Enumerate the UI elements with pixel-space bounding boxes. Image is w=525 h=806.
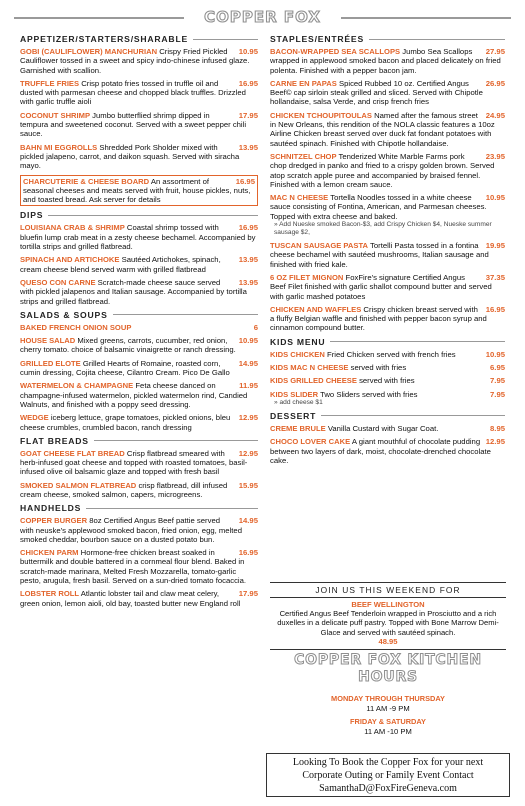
item-description: An assortment of seasonal cheeses and meats served with fruit, house pickles, nuts, and toasted bread. Ask server for details bbox=[23, 176, 251, 205]
left-menu-column bbox=[20, 30, 258, 612]
item-price: 13.95 bbox=[238, 255, 258, 265]
item-description: Sautéed Artichokes, spinach, cream cheese blend served warm with grilled flatbread bbox=[20, 255, 221, 274]
item-name: SMOKED SALMON FLATBREAD bbox=[20, 480, 137, 490]
item-description: Crisp flatbread smeared with herb-infused goat cheese and topped with roasted tomatoes, basil-infused olive oil balsamic glaze and topped with fresh basil bbox=[20, 448, 248, 477]
item-price: 16.95 bbox=[235, 176, 255, 186]
section-rule bbox=[94, 440, 258, 441]
weekend-item-name: BEEF WELLINGTON bbox=[351, 600, 425, 609]
section-title: HANDHELDS bbox=[20, 503, 82, 514]
item-name: GRILLED ELOTE bbox=[20, 358, 81, 368]
menu-item bbox=[20, 79, 258, 107]
menu-item bbox=[270, 152, 505, 189]
item-name: WATERMELON & CHAMPAGNE bbox=[20, 381, 134, 391]
weekend-special bbox=[270, 582, 506, 650]
section-title: APPETIZER/STARTERS/SHARABLE bbox=[20, 34, 189, 44]
item-addon-note: » add cheese $1 bbox=[274, 398, 323, 406]
section-heading bbox=[270, 337, 505, 347]
section-title: KIDS MENU bbox=[270, 336, 326, 347]
item-name: KIDS GRILLED CHEESE bbox=[270, 376, 357, 386]
menu-item bbox=[20, 323, 258, 332]
item-name: CARNE EN PAPAS bbox=[270, 78, 337, 88]
section-heading bbox=[20, 503, 258, 513]
kitchen-days-weekday: MONDAY THROUGH THURSDAY bbox=[331, 694, 445, 703]
item-price: 14.95 bbox=[238, 358, 258, 368]
kitchen-days-weekend: FRIDAY & SATURDAY bbox=[350, 717, 426, 726]
section-title: DIPS bbox=[20, 210, 44, 221]
item-price: 12.95 bbox=[238, 413, 258, 423]
item-description: Crisp potato fries tossed in truffle oil and dusted with parmesan cheese and chopped black truffles. Drizzled with garlic truffle aioli bbox=[20, 78, 246, 107]
menu-item bbox=[270, 47, 505, 75]
right-menu-column bbox=[270, 30, 505, 469]
item-name: KIDS CHICKEN bbox=[270, 349, 325, 359]
item-price: 24.95 bbox=[485, 110, 505, 120]
section-rule bbox=[321, 415, 505, 416]
menu-item bbox=[270, 424, 505, 433]
menu-item bbox=[270, 363, 505, 372]
section-heading bbox=[270, 34, 505, 44]
item-description: A giant mouthful of chocolate pudding between two layers of dark, moist, chocolate-drenched chocolate cake. bbox=[270, 437, 491, 465]
item-description: crisp flatbread, dill infused cream cheese, smoked salmon, capers, microgreens. bbox=[20, 480, 228, 499]
kitchen-title-line2: HOURS bbox=[358, 669, 418, 685]
item-name: CHARCUTERIE & CHEESE BOARD bbox=[23, 176, 150, 186]
section-heading bbox=[20, 436, 258, 446]
item-description: Hormone-free chicken breast soaked in buttermilk and double battered in a cornmeal flour blend. Baked in scratch-made marinara, Melted Fresh Mozzarella, tomato-garlic pesto, arugula, fresh basil. Served on a sun-dried tomato focaccia. bbox=[20, 548, 247, 586]
section-rule bbox=[113, 314, 258, 315]
section-rule bbox=[330, 341, 505, 342]
item-price: 26.95 bbox=[485, 78, 505, 88]
section-rule bbox=[193, 39, 258, 40]
item-name: CHICKEN PARM bbox=[20, 548, 79, 558]
booking-box bbox=[266, 753, 510, 797]
item-price: 10.95 bbox=[238, 47, 258, 56]
item-price: 16.95 bbox=[485, 304, 505, 314]
item-name: COPPER BURGER bbox=[20, 516, 88, 526]
item-description: 8oz Certified Angus Beef pattie served with neuske's applewood smoked bacon, fried onion, egg, melted smoked cheddar, bourbon sauce on a dusted potato bun. bbox=[20, 516, 242, 544]
item-price: 10.95 bbox=[485, 193, 505, 203]
item-name: QUESO CON CARNE bbox=[20, 277, 96, 287]
section-title: SALADS & SOUPS bbox=[20, 309, 108, 320]
item-price: 19.95 bbox=[485, 241, 505, 251]
item-description: Two Sliders served with fries bbox=[320, 389, 418, 399]
item-name: LOUISIANA CRAB & SHRIMP bbox=[20, 223, 125, 233]
weekend-title: JOIN US THIS WEEKEND FOR bbox=[270, 582, 506, 598]
item-description: iceberg lettuce, grape tomatoes, pickled onions, bleu cheese crumbles, crumbled bacon, ranch dressing bbox=[20, 413, 231, 432]
item-price: 13.95 bbox=[238, 277, 258, 287]
item-name: BACON-WRAPPED SEA SCALLOPS bbox=[270, 47, 401, 56]
menu-item bbox=[20, 111, 258, 139]
kitchen-hours-weekday: 11 AM -9 PM bbox=[366, 704, 410, 713]
item-price: 17.95 bbox=[238, 589, 258, 599]
item-name: CHICKEN TCHOUPITOULAS bbox=[270, 110, 372, 120]
item-name: SPINACH AND ARTICHOKE bbox=[20, 255, 120, 265]
item-name: CREME BRULE bbox=[270, 423, 326, 433]
menu-item bbox=[20, 175, 258, 207]
item-description: Fried Chicken served with french fries bbox=[327, 349, 456, 359]
kitchen-hours bbox=[270, 652, 506, 736]
item-name: GOAT CHEESE FLAT BREAD bbox=[20, 448, 125, 458]
item-name: CHOCO LOVER CAKE bbox=[270, 437, 351, 447]
item-description: Tortelli Pasta tossed in a fontina cheese bechamel with sautéed mushrooms, Italian sausage and finished with fried kale. bbox=[270, 241, 489, 269]
menu-item bbox=[270, 79, 505, 107]
item-name: COCONUT SHRIMP bbox=[20, 110, 91, 120]
section-rule bbox=[86, 508, 258, 509]
weekend-item-desc: Certified Angus Beef Tenderloin wrapped in Prosciutto and a rich duxelles in a delicate puff pastry. Topped with Bone Marrow Demi-Glace and served with sautéed spinach. bbox=[277, 609, 499, 637]
menu-item bbox=[20, 223, 258, 251]
item-price: 16.95 bbox=[238, 548, 258, 558]
item-name: WEDGE bbox=[20, 413, 49, 423]
item-price: 6 bbox=[253, 322, 258, 332]
item-price: 17.95 bbox=[238, 110, 258, 120]
section-heading bbox=[270, 411, 505, 421]
item-price: 16.95 bbox=[238, 223, 258, 233]
menu-title: COPPER FOX bbox=[204, 8, 321, 26]
item-description: served with fries bbox=[350, 363, 407, 373]
item-price: 27.95 bbox=[485, 47, 505, 56]
item-price: 14.95 bbox=[238, 516, 258, 526]
kitchen-hours-weekend: 11 AM -10 PM bbox=[364, 727, 412, 736]
menu-item bbox=[20, 278, 258, 306]
item-name: CHICKEN AND WAFFLES bbox=[270, 304, 362, 314]
section-rule bbox=[369, 39, 505, 40]
booking-line-1: Looking To Book the Copper Fox for your next bbox=[292, 757, 484, 768]
item-description: Feta cheese danced on champagne-infused watermelon, pickled watermelon rind, Candied Walnuts, and finished with a poppy seed dressing. bbox=[20, 381, 248, 409]
item-name: TUSCAN SAUSAGE PASTA bbox=[270, 241, 369, 251]
menu-item bbox=[20, 481, 258, 500]
section-heading bbox=[20, 210, 258, 220]
item-description: Vanilla Custard with Sugar Coat. bbox=[327, 423, 439, 433]
menu-item bbox=[20, 413, 258, 432]
item-description: Shredded Pork Sholder mixed with pickled jalapeno, carrot, and daikon squash. Served with siracha mayo. bbox=[20, 142, 240, 171]
menu-item bbox=[20, 449, 258, 477]
menu-item bbox=[20, 47, 258, 75]
menu-item bbox=[20, 255, 258, 274]
section-title: DESSERT bbox=[270, 410, 317, 421]
menu-item bbox=[20, 589, 258, 608]
item-price: 10.95 bbox=[238, 336, 258, 346]
item-name: MAC N CHEESE bbox=[270, 193, 329, 203]
menu-item bbox=[270, 241, 505, 269]
item-price: 16.95 bbox=[238, 78, 258, 88]
item-price: 7.95 bbox=[490, 376, 505, 386]
menu-item bbox=[20, 143, 258, 171]
item-price: 12.95 bbox=[485, 437, 505, 447]
item-price: 13.95 bbox=[238, 142, 258, 152]
item-name: KIDS SLIDER bbox=[270, 389, 319, 399]
item-price: 11.95 bbox=[239, 381, 258, 391]
item-price: 8.95 bbox=[490, 423, 505, 433]
item-name: 6 OZ FILET MIGNON bbox=[270, 272, 344, 282]
weekend-divider bbox=[270, 649, 506, 650]
item-description: Tortella Noodles tossed in a white cheese sauce consisting of Fontina, American, and Parmesan cheeses. Topped with extra cheese and baked. bbox=[270, 193, 487, 221]
item-addon-note: » Add Nueske smoked Bacon-$3, add Crispy Chicken $4, Nueske summer sausage $2, bbox=[274, 221, 492, 237]
section-heading bbox=[20, 34, 258, 44]
item-description: served with fries bbox=[359, 376, 415, 386]
menu-item bbox=[20, 359, 258, 378]
item-description: Grilled Hearts of Romaine, roasted corn, cumin dressing, Cojita cheese, Cilantro Cream. Pico De Gallo bbox=[20, 358, 230, 378]
section-rule bbox=[48, 215, 258, 216]
menu-item bbox=[270, 193, 505, 237]
item-price: 37.35 bbox=[485, 272, 505, 282]
menu-item bbox=[20, 516, 258, 544]
item-description: FoxFire's signature Certified Angus Beef Filet finished with garlic shallot compound butter and served with garlic mashed potatoes bbox=[270, 272, 492, 301]
item-name: SCHNITZEL CHOP bbox=[270, 151, 337, 161]
menu-item bbox=[20, 548, 258, 585]
item-price: 6.95 bbox=[490, 363, 505, 373]
item-name: TRUFFLE FRIES bbox=[20, 78, 80, 88]
menu-item bbox=[270, 437, 505, 465]
menu-header bbox=[14, 8, 511, 28]
menu-item bbox=[270, 111, 505, 148]
item-description: Spiced Rubbed 10 oz. Certified Angus Beef© cap sirloin steak grilled and sliced. Served with Chipotle hollandaise, salsa Verde, and crisp french fries bbox=[270, 78, 483, 107]
menu-item bbox=[20, 336, 258, 355]
menu-item bbox=[270, 273, 505, 301]
item-description: Crispy Fried Pickled Cauliflower tossed in a sweet and spicy indo-chinese infused glaze. Garnished with scallion. bbox=[20, 47, 250, 75]
item-price: 10.95 bbox=[485, 349, 505, 359]
item-description: Crispy chicken breast served with a fluffy Belgian waffle and finished with pepper bacon syrup and cinnamon compound butter. bbox=[270, 304, 487, 333]
section-title: FLAT BREADS bbox=[20, 435, 89, 446]
section-heading bbox=[20, 310, 258, 320]
item-price: 15.95 bbox=[238, 480, 258, 490]
item-price: 23.95 bbox=[485, 151, 505, 161]
kitchen-title-line1: COPPER FOX KITCHEN bbox=[294, 652, 482, 668]
booking-email[interactable]: SamanthaD@FoxFireGeneva.com bbox=[319, 783, 457, 795]
item-price: 12.95 bbox=[238, 448, 258, 458]
menu-item bbox=[270, 350, 505, 359]
item-description: Tenderized White Marble Farms pork chop dredged in panko and fried to a crispy golden brown. Served atop scratch apple puree and accompanied by braised fennel. Finished with a lemon cream sauce. bbox=[270, 151, 495, 189]
menu-item bbox=[270, 390, 505, 407]
item-description: Scratch-made cheese sauce served with pickled jalapenos and Italian sausage. Accompanied by tortilla strips and grilled flatbread. bbox=[20, 277, 247, 306]
item-name: GOBI (CAULIFLOWER) MANCHURIAN bbox=[20, 47, 158, 56]
item-description: Atlantic lobster tail and claw meat celery, green onion, lemon aioli, old bay, toasted butter new England roll bbox=[20, 589, 241, 608]
item-name: LOBSTER ROLL bbox=[20, 589, 80, 599]
section-title: STAPLES/ENTRÉES bbox=[270, 34, 364, 44]
menu-item bbox=[20, 381, 258, 409]
item-name: KIDS MAC N CHEESE bbox=[270, 363, 349, 373]
item-name: BAHN MI EGGROLLS bbox=[20, 142, 98, 152]
item-description: Jumbo Sea Scallops wrapped in applewood smoked bacon and placed delicately on fried polenta. Finished with a pepper bacon jam. bbox=[270, 47, 501, 75]
item-description: Jumbo butterflied shrimp dipped in tempura and sweetened coconut. Served with a sweet pepper chili sauce. bbox=[20, 110, 247, 139]
item-price: 7.95 bbox=[490, 389, 505, 399]
menu-item bbox=[270, 305, 505, 333]
item-description: Named after the famous street in New Orleans, this rendition of the NOLA classic features a 10oz Airline Chicken breast served over duck fat fondant potatoes with sautéed spinach. Finished with Chipotle hollandaise. bbox=[270, 110, 495, 148]
item-description: Mixed greens, carrots, cucumber, red onion, cherry tomato. choice of balsamic vinaigrette or ranch dressing. bbox=[20, 336, 236, 355]
item-name: BAKED FRENCH ONION SOUP bbox=[20, 322, 132, 332]
menu-item bbox=[270, 376, 505, 385]
booking-line-2: Corporate Outing or Family Event Contact bbox=[302, 770, 474, 782]
item-name: HOUSE SALAD bbox=[20, 336, 76, 346]
weekend-item-price: 48.95 bbox=[378, 637, 398, 647]
item-description: Coastal shrimp tossed with bluefin lump crab meat in a zesty cheese bechamel. Accompanied by tortilla strips and grilled flatbread. bbox=[20, 223, 256, 252]
